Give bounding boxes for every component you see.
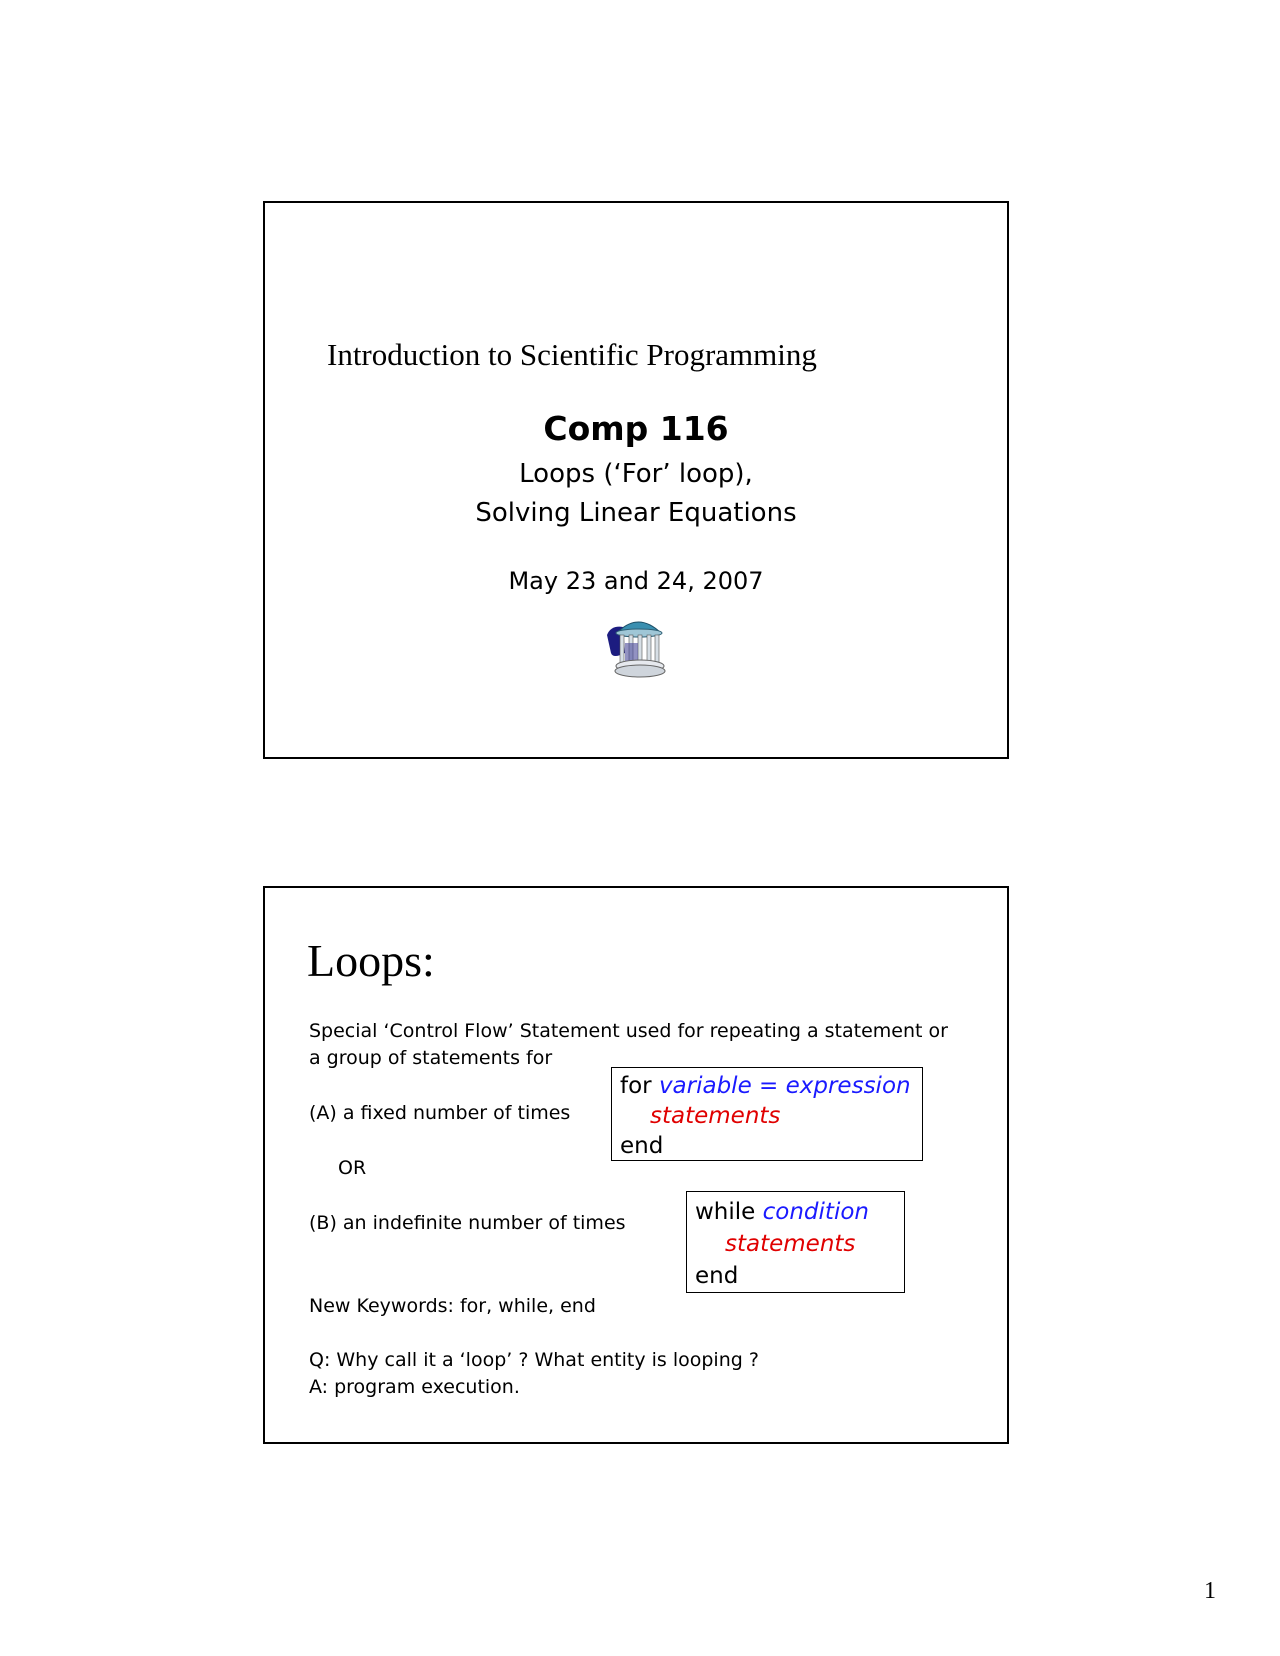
for-header: variable = expression	[658, 1073, 911, 1099]
intro-line-2: a group of statements for	[309, 1047, 553, 1069]
for-header-line	[620, 1071, 914, 1101]
intro-line-1: Special ‘Control Flow’ Statement used for repeating a statement or	[309, 1020, 948, 1042]
course-title: Comp 116	[543, 409, 729, 448]
page-number: 1	[1204, 1578, 1216, 1604]
lecture-date: May 23 and 24, 2007	[508, 567, 764, 595]
for-loop-syntax-box	[611, 1067, 923, 1161]
slide-title: Loops:	[307, 935, 435, 986]
while-keyword: while	[695, 1199, 756, 1225]
or-label: OR	[338, 1157, 367, 1179]
while-header: condition	[762, 1199, 869, 1225]
keywords-line: New Keywords: for, while, end	[309, 1295, 596, 1317]
for-end: end	[620, 1133, 664, 1159]
answer-line: A: program execution.	[309, 1376, 520, 1398]
while-end: end	[695, 1263, 739, 1289]
title-slide	[263, 201, 1009, 759]
question-line: Q: Why call it a ‘loop’ ? What entity is looping ?	[309, 1349, 759, 1371]
while-header-line	[695, 1196, 896, 1228]
subtitle-line-2: Solving Linear Equations	[475, 498, 797, 528]
old-well-icon	[603, 613, 673, 681]
option-b: (B) an indefinite number of times	[309, 1212, 626, 1234]
option-a: (A) a fixed number of times	[309, 1102, 571, 1124]
while-body: statements	[725, 1231, 856, 1257]
loops-slide	[263, 886, 1009, 1444]
for-keyword: for	[620, 1073, 652, 1099]
for-body: statements	[650, 1103, 781, 1129]
while-loop-syntax-box	[686, 1191, 905, 1293]
slide-intro-text: Introduction to Scientific Programming	[327, 337, 817, 372]
subtitle-line-1: Loops (‘For’ loop),	[519, 459, 753, 489]
